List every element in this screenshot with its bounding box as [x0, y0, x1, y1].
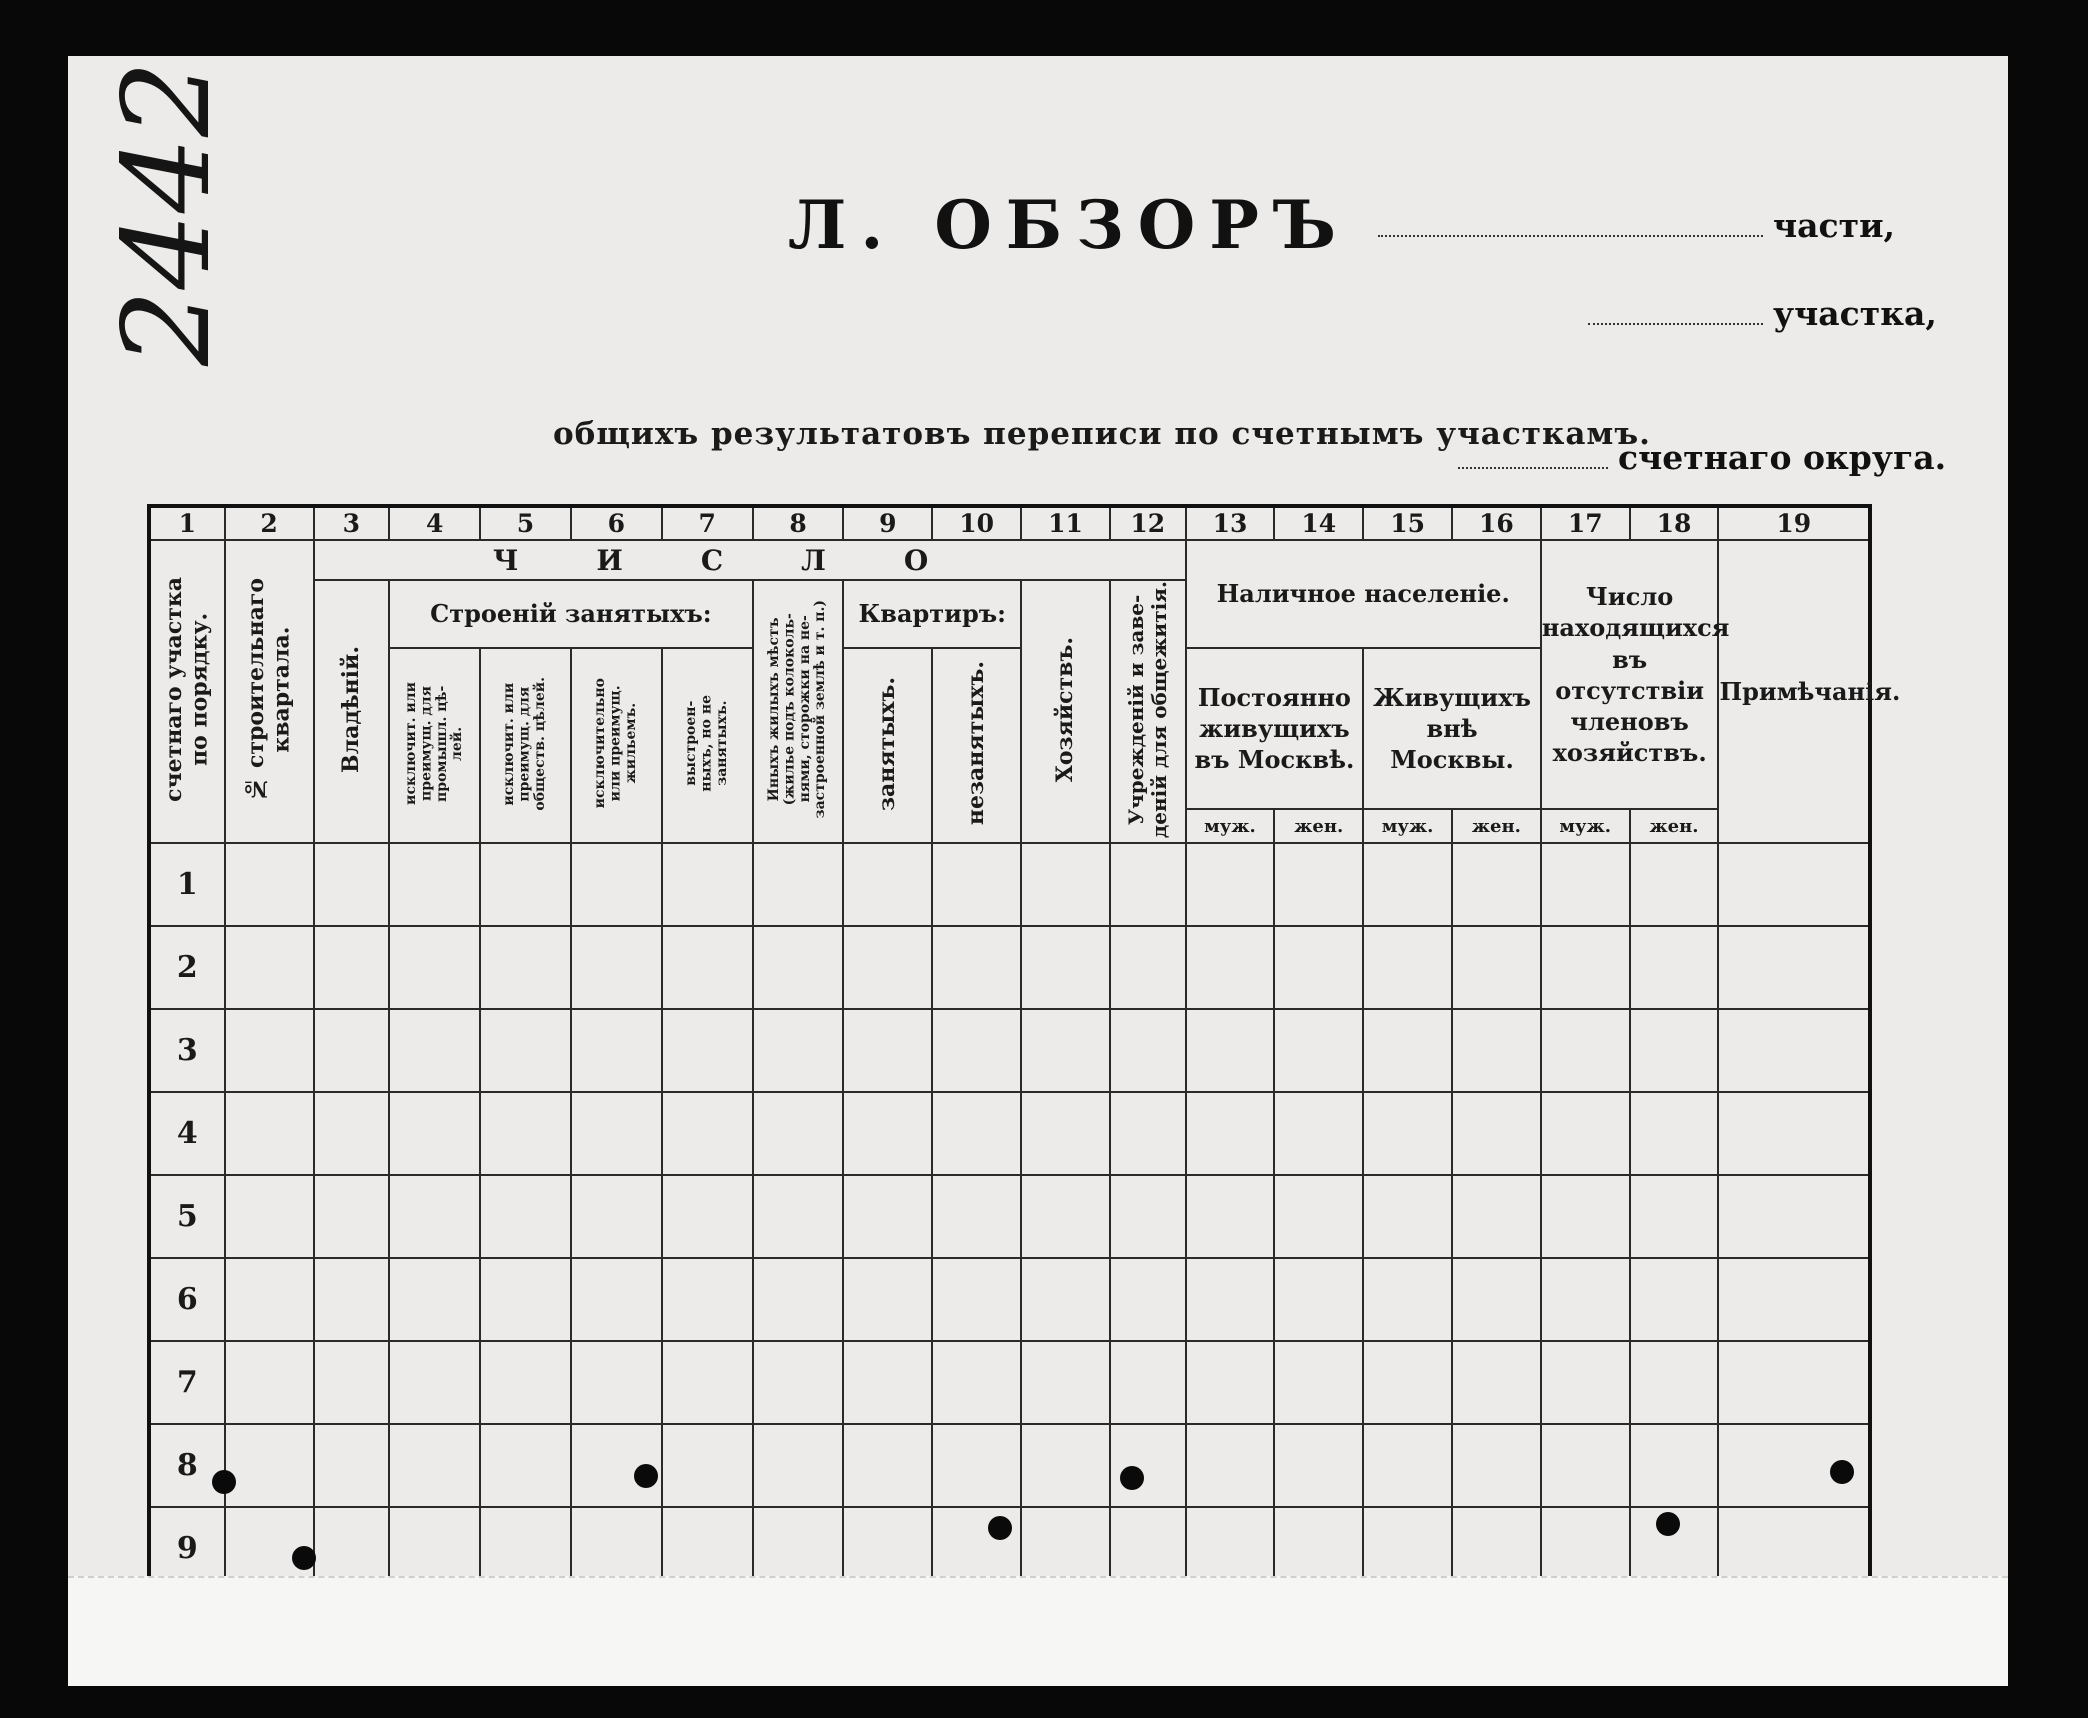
uchastok-line — [1588, 294, 1937, 333]
table-cell[interactable] — [389, 926, 480, 1009]
table-cell[interactable] — [843, 1258, 932, 1341]
punch-hole — [1120, 1466, 1144, 1490]
table-cell[interactable] — [753, 1092, 844, 1175]
table-cell[interactable] — [314, 1424, 390, 1507]
form-title: Л. ОБЗОРЪ — [788, 186, 1351, 264]
table-cell[interactable] — [1021, 1341, 1110, 1424]
col12-header: Учрежденій и заве- деній для общежитія. — [1110, 580, 1186, 843]
table-cell[interactable] — [225, 1341, 314, 1424]
table-cell[interactable] — [225, 1424, 314, 1507]
table-cell[interactable] — [932, 1009, 1021, 1092]
table-cell[interactable] — [1186, 1092, 1275, 1175]
table-cell[interactable] — [1110, 926, 1186, 1009]
table-cell[interactable] — [843, 1092, 932, 1175]
table-cell[interactable] — [1186, 1424, 1275, 1507]
col7-header: выстроен- ныхъ, но не занятыхъ. — [662, 648, 753, 843]
postoyanno-header: Постоянно живущихъ въ Москвѣ. — [1186, 648, 1364, 809]
table-cell[interactable] — [1452, 1341, 1541, 1424]
table-cell[interactable] — [1021, 1424, 1110, 1507]
col-number: 5 — [480, 506, 571, 540]
table-cell[interactable] — [1630, 926, 1719, 1009]
table-cell[interactable] — [1110, 1175, 1186, 1258]
col5-header: исключит. или преимущ. для обществ. цѣлей. — [480, 648, 571, 843]
zhen-header: жен. — [1630, 809, 1719, 843]
table-row — [149, 1175, 1870, 1258]
table-cell[interactable] — [314, 926, 390, 1009]
table-cell[interactable] — [1186, 843, 1275, 926]
table-cell[interactable] — [571, 1092, 662, 1175]
table-cell[interactable] — [1363, 1175, 1452, 1258]
table-cell[interactable] — [753, 926, 844, 1009]
row-number: 6 — [149, 1258, 225, 1341]
table-cell[interactable] — [571, 1258, 662, 1341]
col-number: 7 — [662, 506, 753, 540]
col10-header: незанятыхъ. — [932, 648, 1021, 843]
table-cell[interactable] — [1363, 843, 1452, 926]
table-cell[interactable] — [843, 1175, 932, 1258]
table-cell[interactable] — [389, 1424, 480, 1507]
table-cell[interactable] — [225, 1175, 314, 1258]
table-cell[interactable] — [389, 1009, 480, 1092]
table-cell[interactable] — [571, 926, 662, 1009]
table-cell[interactable] — [932, 843, 1021, 926]
row-number: 3 — [149, 1009, 225, 1092]
table-cell[interactable] — [932, 1092, 1021, 1175]
table-cell[interactable] — [480, 1009, 571, 1092]
table-cell[interactable] — [571, 1009, 662, 1092]
table-cell[interactable] — [1186, 926, 1275, 1009]
col-number: 1 — [149, 506, 225, 540]
table-row — [149, 1341, 1870, 1424]
table-cell[interactable] — [571, 1341, 662, 1424]
table-cell[interactable] — [662, 1258, 753, 1341]
table-cell[interactable] — [1110, 1258, 1186, 1341]
table-cell[interactable] — [225, 1009, 314, 1092]
punch-hole — [634, 1464, 658, 1488]
table-cell[interactable] — [662, 1009, 753, 1092]
table-cell[interactable] — [1630, 1258, 1719, 1341]
table-cell[interactable] — [843, 926, 932, 1009]
table-cell[interactable] — [1363, 1092, 1452, 1175]
kvartir-group-header: Квартиръ: — [843, 580, 1021, 648]
header-row-1 — [149, 540, 1870, 580]
table-cell[interactable] — [1021, 926, 1110, 1009]
table-cell[interactable] — [932, 1258, 1021, 1341]
table-cell[interactable] — [753, 1424, 844, 1507]
table-cell[interactable] — [1021, 1092, 1110, 1175]
col-number: 18 — [1630, 506, 1719, 540]
muzh-header: муж. — [1363, 809, 1452, 843]
column-number-row — [149, 506, 1870, 540]
table-cell[interactable] — [1630, 1009, 1719, 1092]
table-cell[interactable] — [480, 1258, 571, 1341]
table-cell[interactable] — [225, 926, 314, 1009]
table-cell[interactable] — [1452, 926, 1541, 1009]
table-cell[interactable] — [389, 1258, 480, 1341]
chislo-header: ЧИСЛО — [314, 540, 1186, 580]
table-cell[interactable] — [314, 1175, 390, 1258]
table-cell[interactable] — [1718, 1175, 1870, 1258]
col3-header: Владѣній. — [314, 580, 390, 843]
table-row — [149, 1258, 1870, 1341]
col1-header: счетнаго участка по порядку. — [149, 540, 225, 843]
table-cell[interactable] — [662, 843, 753, 926]
table-cell[interactable] — [1363, 1258, 1452, 1341]
table-cell[interactable] — [1186, 1175, 1275, 1258]
table-cell[interactable] — [662, 1424, 753, 1507]
table-cell[interactable] — [932, 1341, 1021, 1424]
table-cell[interactable] — [1274, 1092, 1363, 1175]
table-cell[interactable] — [1110, 1341, 1186, 1424]
census-summary-table — [147, 504, 1901, 1593]
row-number: 8 — [149, 1424, 225, 1507]
otsutstvii-header: Число находящихся въ отсутствіи членовъ хозяйствъ. — [1541, 540, 1719, 809]
nalichnoe-header: Наличное населеніе. — [1186, 540, 1541, 648]
table-cell[interactable] — [662, 926, 753, 1009]
punch-hole — [1656, 1512, 1680, 1536]
table-cell[interactable] — [225, 1258, 314, 1341]
table-cell[interactable] — [753, 1258, 844, 1341]
table-cell[interactable] — [480, 1424, 571, 1507]
zhen-header: жен. — [1452, 809, 1541, 843]
table-cell[interactable] — [932, 1424, 1021, 1507]
table-cell[interactable] — [1274, 1341, 1363, 1424]
table-cell[interactable] — [753, 1009, 844, 1092]
col-number: 8 — [753, 506, 844, 540]
table-cell[interactable] — [1541, 843, 1630, 926]
table-row — [149, 1092, 1870, 1175]
part-line — [1378, 206, 1895, 245]
table-cell[interactable] — [571, 843, 662, 926]
col-number: 3 — [314, 506, 390, 540]
uchastok-label: участка, — [1773, 294, 1937, 333]
form-subtitle: общихъ результатовъ переписи по счетнымъ участкамъ. — [553, 416, 1651, 452]
table-cell[interactable] — [1541, 926, 1630, 1009]
table-cell[interactable] — [1630, 1424, 1719, 1507]
table-cell[interactable] — [314, 1341, 390, 1424]
table-cell[interactable] — [1186, 1009, 1275, 1092]
table-cell[interactable] — [314, 843, 390, 926]
table-cell[interactable] — [389, 1175, 480, 1258]
table-cell[interactable] — [1630, 1175, 1719, 1258]
table-cell[interactable] — [1630, 1092, 1719, 1175]
col-number: 17 — [1541, 506, 1630, 540]
row-number: 9 — [149, 1507, 225, 1591]
table-cell[interactable] — [1630, 1341, 1719, 1424]
okrug-line — [1458, 438, 1946, 477]
table-cell[interactable] — [843, 1341, 932, 1424]
table-row — [149, 1424, 1870, 1507]
table-cell[interactable] — [1363, 926, 1452, 1009]
part-blank — [1378, 235, 1763, 237]
col-number: 2 — [225, 506, 314, 540]
table-cell[interactable] — [1452, 1258, 1541, 1341]
table-cell[interactable] — [1021, 843, 1110, 926]
census-form-sheet — [68, 56, 2008, 1686]
table-cell[interactable] — [1363, 1424, 1452, 1507]
table-cell[interactable] — [1363, 1341, 1452, 1424]
table-cell[interactable] — [1274, 1009, 1363, 1092]
table-cell[interactable] — [1718, 1009, 1870, 1092]
punch-hole — [292, 1546, 316, 1570]
table-cell[interactable] — [1541, 1341, 1630, 1424]
col-number: 6 — [571, 506, 662, 540]
table-cell[interactable] — [1274, 1175, 1363, 1258]
muzh-header: муж. — [1541, 809, 1630, 843]
table-cell[interactable] — [1110, 1009, 1186, 1092]
table-cell[interactable] — [1718, 843, 1870, 926]
table-cell[interactable] — [843, 843, 932, 926]
col-number: 14 — [1274, 506, 1363, 540]
table-cell[interactable] — [1718, 926, 1870, 1009]
table-cell[interactable] — [1452, 1424, 1541, 1507]
table-cell[interactable] — [753, 1175, 844, 1258]
table-cell[interactable] — [389, 1092, 480, 1175]
col-number: 19 — [1718, 506, 1870, 540]
row-number: 7 — [149, 1341, 225, 1424]
table-cell[interactable] — [1541, 1424, 1630, 1507]
torn-strip — [68, 1576, 2008, 1686]
table-cell[interactable] — [932, 926, 1021, 1009]
muzh-header: муж. — [1186, 809, 1275, 843]
table-cell[interactable] — [225, 1092, 314, 1175]
table-cell[interactable] — [1452, 1092, 1541, 1175]
table-cell[interactable] — [1021, 1175, 1110, 1258]
table-row — [149, 926, 1870, 1009]
table-cell[interactable] — [389, 1341, 480, 1424]
table-cell[interactable] — [1452, 1175, 1541, 1258]
zhivushchikh-header: Живущихъ внѣ Москвы. — [1363, 648, 1541, 809]
table-cell[interactable] — [753, 843, 844, 926]
table-cell[interactable] — [1274, 843, 1363, 926]
punch-hole — [988, 1516, 1012, 1540]
table-cell[interactable] — [225, 843, 314, 926]
row-number: 5 — [149, 1175, 225, 1258]
table-cell[interactable] — [662, 1092, 753, 1175]
stroeniy-group-header: Строеній занятыхъ: — [389, 580, 752, 648]
col9-header: занятыхъ. — [843, 648, 932, 843]
table-cell[interactable] — [1718, 1258, 1870, 1341]
table-cell[interactable] — [753, 1341, 844, 1424]
col-number: 4 — [389, 506, 480, 540]
table-cell[interactable] — [1021, 1009, 1110, 1092]
table-cell[interactable] — [662, 1175, 753, 1258]
table-cell[interactable] — [1110, 1424, 1186, 1507]
table-cell[interactable] — [571, 1175, 662, 1258]
part-label: части, — [1773, 206, 1896, 245]
punch-hole — [1830, 1460, 1854, 1484]
primechaniya-header: Примѣчанія. — [1718, 540, 1870, 843]
col-number: 9 — [843, 506, 932, 540]
table-cell[interactable] — [1186, 1258, 1275, 1341]
row-number: 2 — [149, 926, 225, 1009]
col-number: 16 — [1452, 506, 1541, 540]
table-row — [149, 843, 1870, 926]
col-number: 13 — [1186, 506, 1275, 540]
table-cell[interactable] — [1541, 1009, 1630, 1092]
table-cell[interactable] — [843, 1009, 932, 1092]
table-cell[interactable] — [314, 1009, 390, 1092]
col8-header: Иныхъ жилыхъ мѣстъ (жилье подъ колоколь- нями, сторожки на не- застроенной землѣ и т. п.) — [753, 580, 844, 843]
table-cell[interactable] — [480, 926, 571, 1009]
col2-header: № строительнаго квартала. — [225, 540, 314, 843]
table-cell[interactable] — [1452, 843, 1541, 926]
table-cell[interactable] — [1274, 1424, 1363, 1507]
table-cell[interactable] — [1274, 926, 1363, 1009]
data-rows — [149, 843, 1870, 1591]
table-cell[interactable] — [1452, 1009, 1541, 1092]
table-cell[interactable] — [480, 1175, 571, 1258]
table-cell[interactable] — [314, 1092, 390, 1175]
table-cell[interactable] — [1274, 1258, 1363, 1341]
punch-hole — [212, 1470, 236, 1494]
table-cell[interactable] — [1363, 1009, 1452, 1092]
col6-header: исключительно или преимущ. жильемъ. — [571, 648, 662, 843]
table-cell[interactable] — [1110, 843, 1186, 926]
uchastok-blank — [1588, 323, 1763, 325]
row-number: 4 — [149, 1092, 225, 1175]
col-number: 12 — [1110, 506, 1186, 540]
zhen-header: жен. — [1274, 809, 1363, 843]
okrug-label: счетнаго округа. — [1618, 438, 1947, 477]
table-cell[interactable] — [1718, 1341, 1870, 1424]
table-row — [149, 1009, 1870, 1092]
okrug-blank — [1458, 467, 1608, 469]
table-cell[interactable] — [932, 1175, 1021, 1258]
col-number: 15 — [1363, 506, 1452, 540]
table-cell[interactable] — [480, 1092, 571, 1175]
table-cell[interactable] — [314, 1258, 390, 1341]
table-cell[interactable] — [1021, 1258, 1110, 1341]
table-cell[interactable] — [1630, 843, 1719, 926]
table-cell[interactable] — [1110, 1092, 1186, 1175]
col4-header: исключит. или преимущ. для промышл. цѣ- лей. — [389, 648, 480, 843]
handwritten-note: 2442 — [98, 60, 237, 366]
table-cell[interactable] — [662, 1341, 753, 1424]
col-number: 11 — [1021, 506, 1110, 540]
table-cell[interactable] — [1186, 1341, 1275, 1424]
table-cell[interactable] — [480, 843, 571, 926]
table-cell[interactable] — [1541, 1175, 1630, 1258]
table-cell[interactable] — [1541, 1092, 1630, 1175]
table-cell[interactable] — [480, 1341, 571, 1424]
col-number: 10 — [932, 506, 1021, 540]
col11-header: Хозяйствъ. — [1021, 580, 1110, 843]
table-cell[interactable] — [389, 843, 480, 926]
table-cell[interactable] — [843, 1424, 932, 1507]
table-cell[interactable] — [1718, 1092, 1870, 1175]
row-number: 1 — [149, 843, 225, 926]
table-cell[interactable] — [1541, 1258, 1630, 1341]
